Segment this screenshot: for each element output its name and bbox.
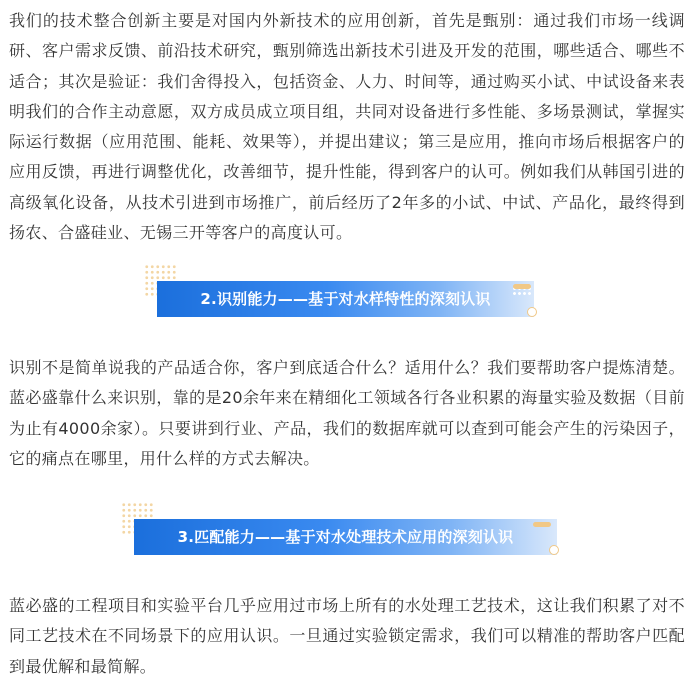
body-paragraph-identify: 识别不是简单说我的产品适合你，客户到底适合什么？适用什么？我们要帮助客户提炼清楚。蓝必盛靠什么来识别，靠的是20余年来在精细化工领域各行各业积累的海量实验及数据（目前为止有4000余家）。只要讲到行业、产品，我们的数据库就可以查到可能会产生的污染因子，它的痛点在哪里，用什么样的方式去解决。 (9, 358, 685, 468)
section-heading-identify: 2.识别能力——基于对水样特性的深刻认识 (200, 290, 491, 308)
ring-decoration (549, 545, 559, 555)
pill-decoration (513, 284, 531, 289)
section-heading-banner-identify (157, 281, 534, 317)
section-heading-match: 3.匹配能力——基于对水处理技术应用的深刻认识 (177, 528, 514, 546)
section-heading-banner-match (134, 519, 557, 555)
body-paragraph-match: 蓝必盛的工程项目和实验平台几乎应用过市场上所有的水处理工艺技术，这让我们积累了对不同工艺技术在不同场景下的应用认识。一旦通过实验锁定需求，我们可以精准的帮助客户匹配到最优解和最简解。 (9, 596, 685, 676)
pill-decoration (533, 522, 551, 527)
body-paragraph-innovation: 我们的技术整合创新主要是对国内外新技术的应用创新，首先是甄别：通过我们市场一线调研、客户需求反馈、前沿技术研究，甄别筛选出新技术引进及开发的范围，哪些适合、哪些不适合；其次是验证：我们舍得投入，包括资金、人力、时间等，通过购买小试、中试设备来表明我们的合作主动意愿，双方成员成立项目组，共同对设备进行多性能、多场景测试，掌握实际运行数据（应用范围、能耗、效果等），并提出建议；第三是应用，推向市场后根据客户的应用反馈，再进行调整优化，改善细节，提升性能，得到客户的认可。例如我们从韩国引进的高级氧化设备，从技术引进到市场推广，前后经历了2年多的小试、中试、产品化，最终得到扬农、合盛硅业、无锡三开等客户的高度认可。 (9, 11, 685, 243)
ring-decoration (527, 307, 537, 317)
